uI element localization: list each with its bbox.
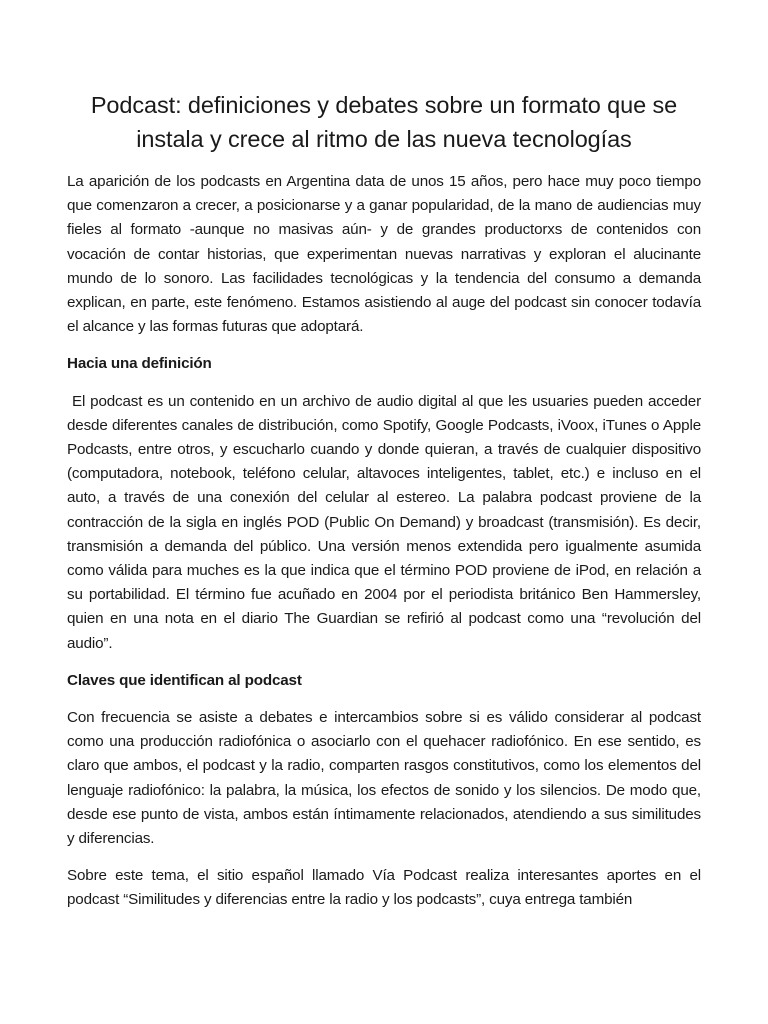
intro-paragraph: La aparición de los podcasts en Argentina data de unos 15 años, pero hace muy poco tiempo que comenzaron a crecer, a posicionarse y a ganar popularidad, de la mano de audiencias muy fieles al formato -aunque no masivas aún- y de grandes productorxs de contenidos con vocación de contar historias, que experimentan nuevas narrativas y exploran el alucinante mundo de lo sonoro. Las facilidades tecnológicas y la tendencia del consumo a demanda explican, en parte, este fenómeno. Estamos asistiendo al auge del podcast sin conocer todavía el alcance y las formas futuras que adoptará. [67, 173, 701, 336]
definition-paragraph: El podcast es un contenido en un archivo de audio digital al que les usuaries pueden acceder desde diferentes canales de distribución, como Spotify, Google Podcasts, iVoox, iTunes o Apple Podcasts, entre otros, y escucharlo cuando y donde quieran, a través de cualquier dispositivo (computadora, notebook, teléfono celular, altavoces inteligentes, tablet, etc.) e incluso en el auto, a través de una conexión del celular al estereo. La palabra podcast proviene de la contracción de la sigla en inglés POD (Public On Demand) y broadcast (transmisión). Es decir, transmisión a demanda del público. Una versión menos extendida pero igualmente asumida como válida para muches es la que indica que el término POD proviene de iPod, en relación a su portabilidad. El término fue acuñado en 2004 por el periodista británico Ben Hammersley, quien en una nota en el diario The Guardian se refirió al podcast como una “revolución del audio”. [67, 392, 706, 652]
document-title: Podcast: definiciones y debates sobre un formato que se instala y crece al ritmo de las nueva tecnologías [90, 92, 678, 152]
claves-paragraph-2: Sobre este tema, el sitio español llamado Vía Podcast realiza interesantes aportes en el podcast “Similitudes y diferencias entre la radio y los podcasts”, cuya entrega también [67, 867, 701, 909]
claves-paragraph-1: Con frecuencia se asiste a debates e intercambios sobre si es válido considerar al podcast como una producción radiofónica o asociarlo con el quehacer radiofónico. En ese sentido, es claro que ambos, el podcast y la radio, comparten rasgos constitutivos, como los elementos del lenguaje radiofónico: la palabra, la música, los efectos de sonido y los silencios. De modo que, desde ese punto de vista, ambos están íntimamente relacionados, atendiendo a sus similitudes y diferencias. [67, 709, 701, 848]
section-heading-claves: Claves que identifican al podcast [67, 671, 302, 689]
section-heading-definition: Hacia una definición [67, 355, 212, 373]
